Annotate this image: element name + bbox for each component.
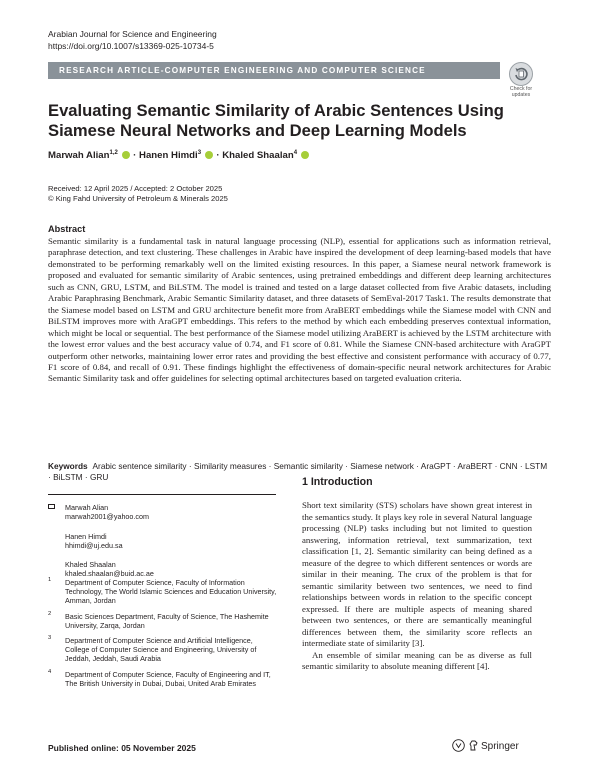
article-dates: [48, 184, 228, 204]
affiliation-text: Department of Computer Science and Artificial Intelligence, College of Computer Science and Engineering, University of Jeddah, Jeddah, Saudi Arabia: [65, 636, 257, 664]
article-type-banner: RESEARCH ARTICLE-COMPUTER ENGINEERING AND COMPUTER SCIENCE: [48, 62, 500, 79]
keywords-list: Arabic sentence similarity · Similarity measures · Semantic similarity · Siamese network · AraGPT · AraBERT · CNN · LSTM · BiLSTM · GRU: [48, 461, 548, 483]
doi-link[interactable]: https://doi.org/10.1007/s13369-025-10734-5: [48, 40, 214, 51]
contact-entry: [48, 560, 278, 579]
author-name[interactable]: Marwah Alian: [48, 150, 110, 162]
affiliation-text: Department of Computer Science, Faculty of Information Technology, The World Islamic Sciences and Education University, Amman, Jordan: [65, 578, 277, 606]
intro-paragraph: Short text similarity (STS) scholars have shown great interest in the semantics study. It plays key role in several Natural language processing (NLP) tasks including but not limited to question answering, information retrieval, text summarization, text classification [1, 2]. Semantic similarity can being defined as a measure of the degree to which different sentences or words are similar in their meaning. The crux of the problem is that for semantic similarity between two sentences, we need to find relationships between words in relation to the specific concept expressed. If there are multiple aspects of meaning shared between two sentences, or there are semantically meaningful differences between them, the similarity score reflects an intermediate state of similarity [3].: [302, 500, 532, 648]
author-separator: ·: [216, 150, 220, 162]
section-heading-introduction: 1 Introduction: [302, 476, 373, 488]
contact-email[interactable]: khaled.shaalan@buid.ac.ae: [65, 569, 154, 579]
affiliation-text: Basic Sciences Department, Faculty of Science, The Hashemite University, Zarqa, Jordan: [65, 611, 269, 630]
author-affil-ref: 4: [293, 150, 298, 156]
orcid-icon[interactable]: [205, 151, 213, 159]
contact-email[interactable]: marwah2001@yahoo.com: [65, 512, 150, 522]
cross-ref-icon: [452, 739, 465, 752]
affiliation-number: 1: [48, 577, 52, 583]
contact-name: Khaled Shaalan: [65, 560, 116, 570]
article-title: Evaluating Semantic Similarity of Arabic Sentences Using Siamese Neural Networks and Deep Learning Models: [48, 101, 504, 140]
journal-header: [48, 29, 217, 52]
keywords-label: Keywords: [48, 461, 88, 471]
copyright: © King Fahd University of Petroleum & Minerals 2025: [48, 194, 228, 203]
keywords: [48, 461, 551, 484]
publisher-logo: [469, 740, 519, 752]
check-updates-text-2: updates: [511, 91, 531, 98]
affiliation-entry: [48, 670, 278, 688]
contact-entry: [48, 532, 278, 551]
affiliation-entry: [48, 578, 278, 606]
contact-list: [48, 503, 278, 589]
author-name[interactable]: Hanen Himdi: [139, 150, 198, 162]
author-affil-ref: 3: [197, 150, 202, 156]
contact-entry: [48, 503, 278, 522]
check-updates-icon: [509, 62, 533, 86]
footnote-divider: [48, 494, 276, 495]
published-date: Published online: 05 November 2025: [48, 743, 196, 753]
intro-paragraph: An ensemble of similar meaning can be as diverse as full semantic similarity to absolute meaning different [4].: [302, 649, 532, 671]
affiliation-number: 4: [48, 668, 52, 675]
check-for-updates-badge[interactable]: [508, 62, 534, 96]
orcid-icon[interactable]: [301, 151, 309, 159]
springer-horse-icon: [469, 740, 478, 751]
affiliation-number: 2: [48, 610, 52, 617]
affiliation-entry: [48, 636, 278, 664]
author-separator: ·: [133, 150, 137, 162]
abstract-text: Semantic similarity is a fundamental task in natural language processing (NLP), essential for applications such as information retrieval, paraphrase detection, and text clustering. These challenges in Arabic have inspired the development of deep learning-based models that have demonstrated to be performing remarkably well on the limited existing resources. In this paper, a Siamese neural network framework is proposed and evaluated for semantic similarity of Arabic sentences, using pretrained embeddings and different deep learning architectures such as CNN, GRU, LSTM, and BiLSTM. The model is trained and tested on a large dataset collected from five Arabic datasets, including Arabic Paraphrasing Benchmark, Arabic Semantic Similarity dataset, and three datasets of SemEval-2017 Task1. The results demonstrate that the Siamese model based on LSTM and GRU architecture benefit more from AraBERT embeddings while the Siamese model with CNN and BiLSTM improves more with AraGPT embeddings. This refers to the method by which each embedding preserves contextual information, which might be local or sequential. The best performance of the Siamese model utilizing AraBERT is achieved by the LSTM architecture with the lowest error values and the best accuracy value of 0.74, and F1 score of 0.81. While the Siamese CNN-based architecture with AraGPT outperform other networks, maintaining lower error rates and providing the best effective and consistent performance with accuracy of 0.77, F1 score of 0.84, and recall of 0.91. These findings highlight the effectiveness of domain-specific neural network architectures for Arabic Semantic Similarity task and offer guidelines for selecting optimal architectures based on targeted evaluation criteria.: [48, 236, 551, 384]
contact-email[interactable]: hhimdi@uj.edu.sa: [65, 540, 123, 550]
contact-name: Hanen Himdi: [65, 531, 107, 541]
introduction-body: [302, 500, 532, 673]
affiliation-number: 3: [48, 635, 52, 642]
contact-name: Marwah Alian: [65, 503, 109, 512]
journal-name: Arabian Journal for Science and Engineering: [48, 29, 217, 39]
author-list: [48, 150, 310, 161]
abstract-heading: Abstract: [48, 224, 86, 234]
received-accepted: Received: 12 April 2025 / Accepted: 2 October 2025: [48, 184, 223, 193]
author-name[interactable]: Khaled Shaalan: [222, 150, 294, 162]
affiliation-entry: [48, 612, 278, 630]
check-updates-text: Check for: [509, 86, 533, 92]
author-affil-ref: 1,2: [109, 150, 118, 156]
publisher-name: Springer: [481, 741, 519, 752]
envelope-icon: [48, 504, 55, 509]
affiliation-text: Department of Computer Science, Faculty of Engineering and IT, The British University in Dubai, Dubai, United Arab Emirates: [65, 669, 271, 688]
affiliation-list: [48, 578, 278, 694]
orcid-icon[interactable]: [122, 151, 130, 159]
